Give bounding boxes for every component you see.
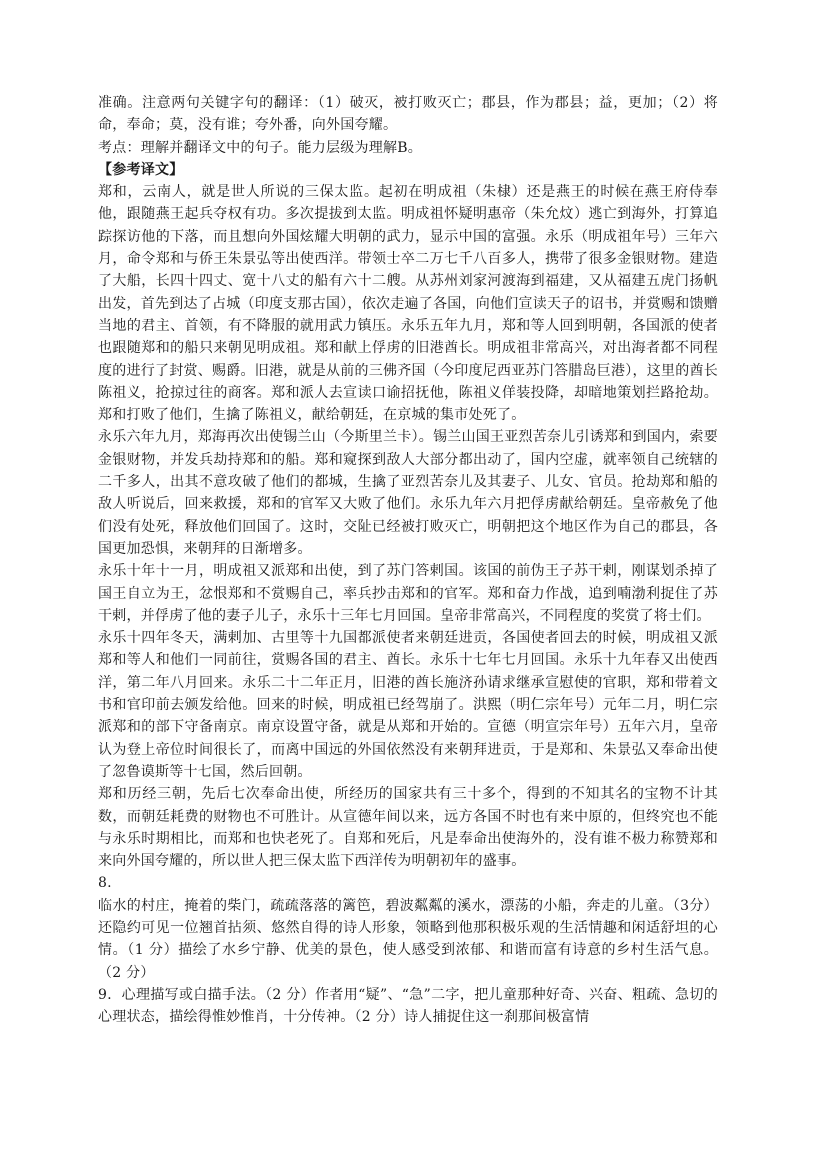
question-8-number: 8.: [98, 875, 112, 892]
reference-translation-heading: 【参考译文】: [98, 161, 184, 178]
question-8-answer: 临水的村庄，掩着的柴门，疏疏落落的篱笆，碧波粼粼的溪水，漂荡的小船，奔走的儿童。（3分）还隐约可见一位翘首拈须、悠然自得的诗人形象，领略到他那积极乐观的生活情趣和闲适舒坦的心情。（1 分）描绘了水乡宁静、优美的景色，使人感受到浓郁、和谐而富有诗意的乡村生活气息。（2 分）: [98, 897, 718, 981]
question-9-answer: 9．心理描写或白描手法。（2 分）作者用“疑”、“急”二字，把儿童那种好奇、兴奋、粗疏、急切的心理状态，描绘得惟妙惟肖，十分传神。（2 分）诗人捕捉住这一刹那间极富情: [98, 986, 718, 1026]
translation-paragraph-1: 郑和，云南人，就是世人所说的三保太监。起初在明成祖（朱棣）还是燕王的时候在燕王府侍奉他，跟随燕王起兵夺权有功。多次提拔到太监。明成祖怀疑明惠帝（朱允炆）逃亡到海外，打算追踪探访他的下落，而且想向外国炫耀大明朝的武力，显示中国的富强。永乐（明成祖年号）三年六月，命令郑和与侨王朱景弘等出使西洋。带领士卒二万七千八百多人，携带了很多金银财物。建造了大船，长四十四丈、宽十八丈的船有六十二艘。从苏州刘家河渡海到福建，又从福建五虎门扬帆出发，首先到达了占城（印度支那古国），依次走遍了各国，向他们宣读天子的诏书，并赏赐和馈赠当地的君主、首领，有不降服的就用武力镇压。永乐五年九月，郑和等人回到明朝，各国派的使者也跟随郑和的船只来朝见明成祖。郑和献上俘虏的旧港酋长。明成祖非常高兴，对出海者都不同程度的进行了封赏、赐爵。旧港，就是从前的三佛齐国（今印度尼西亚苏门答腊岛巨港），这里的酋长陈祖义，抢掠过往的商客。郑和派人去宣读口谕招抚他，陈祖义佯装投降，却暗地策划拦路抢劫。郑和打败了他们，生擒了陈祖义，献给朝廷，在京城的集市处死了。: [98, 184, 718, 424]
translation-paragraph-5: 郑和历经三朝，先后七次奉命出使，所经历的国家共有三十多个，得到的不知其名的宝物不计其数，而朝廷耗费的财物也不可胜计。从宣德年间以来，远方各国不时也有来中原的，但终究也不能与永乐时期相比，而郑和也快老死了。自郑和死后，凡是奉命出使海外的，没有谁不极力称赞郑和来向外国夸耀的，所以世人把三保太监下西洋传为明朝初年的盛事。: [98, 786, 718, 870]
answer-note-paragraph: 准确。注意两句关键字句的翻译：（1）破灭，被打败灭亡；郡县，作为郡县；益，更加；（2）将命，奉命；莫，没有谁；夸外番，向外国夸耀。: [98, 95, 718, 134]
translation-paragraph-2: 永乐六年九月，郑海再次出使锡兰山（今斯里兰卡）。锡兰山国王亚烈苦奈儿引诱郑和到国内，索要金银财物，并发兵劫持郑和的船。郑和窥探到敌人大部分都出动了，国内空虚，就率领自己统辖的二千多人，出其不意攻破了他们的都城，生擒了亚烈苦奈儿及其妻子、儿女、官员。抢劫郑和船的敌人听说后，回来救援，郑和的官军又大败了他们。永乐九年六月把俘虏献给朝廷。皇帝赦免了他们没有处死，释放他们回国了。这时，交阯已经被打败灭亡，明朝把这个地区作为自己的郡县，各国更加恐惧，来朝拜的日渐增多。: [98, 429, 718, 557]
translation-paragraph-4: 永乐十四年冬天，满剌加、古里等十九国都派使者来朝廷进贡，各国使者回去的时候，明成祖又派郑和等人和他们一同前往，赏赐各国的君主、酋长。永乐十七年七月回国。永乐十九年春又出使西洋，第二年八月回来。永乐二十二年正月，旧港的酋长施济孙请求继承宣慰使的官职，郑和带着文书和官印前去颁发给他。回来的时候，明成祖已经驾崩了。洪熙（明仁宗年号）元年二月，明仁宗派郑和的部下守备南京。南京设置守备，就是从郑和开始的。宣德（明宣宗年号）五年六月，皇帝认为登上帝位时间很长了，而离中国远的外国依然没有来朝拜进贡，于是郑和、朱景弘又奉命出使了忽鲁谟斯等十七国，然后回朝。: [98, 630, 718, 780]
translation-paragraph-3: 永乐十年十一月，明成祖又派郑和出使，到了苏门答剌国。该国的前伪王子苏干剌，刚谋划杀掉了国王自立为王，忿恨郑和不赏赐自己，率兵抄击郑和的官军。郑和奋力作战，追到喃渤利捉住了苏干剌，并俘虏了他的妻子儿子，永乐十三年七月回国。皇帝非常高兴，不同程度的奖赏了将士们。: [98, 563, 718, 624]
exam-point-paragraph: 考点：理解并翻译文中的句子。能力层级为理解B。: [98, 139, 423, 156]
document-body: [98, 92, 718, 1028]
